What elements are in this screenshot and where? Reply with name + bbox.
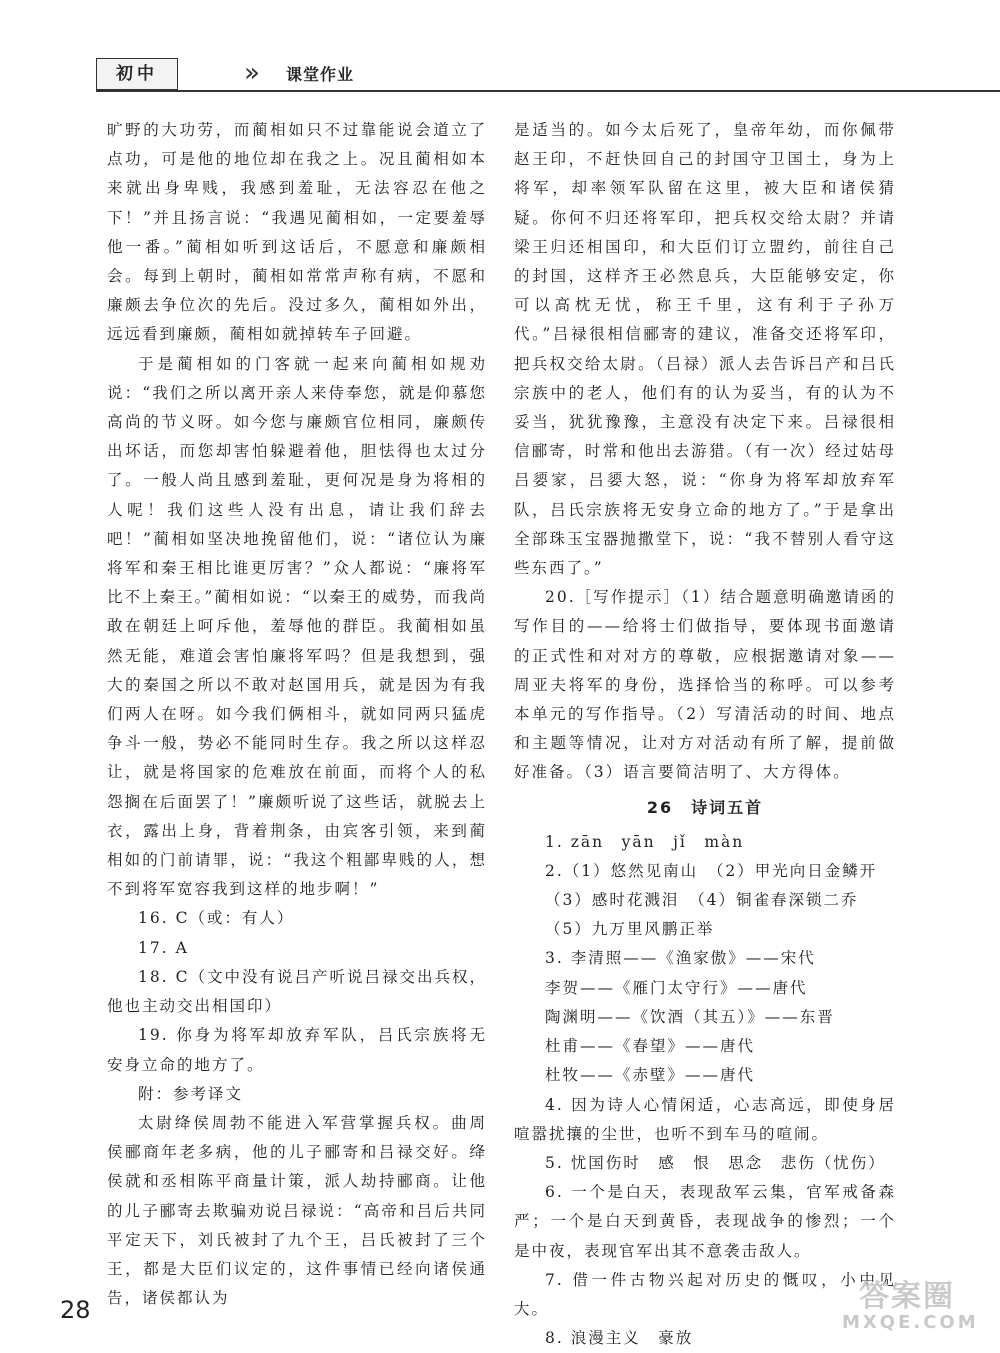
paragraph: 李贺——《雁门太守行》——唐代: [545, 978, 808, 997]
grade-badge: 初中: [96, 58, 178, 90]
watermark-logo: [842, 1279, 979, 1333]
paragraph: 陶渊明——《饮酒（其五）》——东晋: [545, 1007, 835, 1026]
header-rule: [96, 90, 1000, 92]
paragraph: 19. 你身为将军却放弃军队，吕氏宗族将无安身立命的地方了。: [107, 1026, 487, 1074]
paragraph: 2.（1）悠然见南山 （2）甲光向日金鳞开: [545, 861, 878, 880]
paragraph: 杜牧——《赤壁》——唐代: [545, 1066, 756, 1085]
paragraph: （5）九万里风鹏正举: [545, 920, 715, 939]
paragraph: 6. 一个是白天，表现敌军云集，官军戒备森严；一个是白天到黄昏，表现战争的惨烈；一个是中夜，表现官军出其不意袭击敌人。: [514, 1183, 896, 1260]
paragraph: 16. C（或：有人）: [138, 909, 295, 928]
paragraph: 5. 忧国伤时 感 恨 思念 悲伤（忧伤）: [545, 1153, 886, 1172]
paragraph: 旷野的大功劳，而蔺相如只不过靠能说会道立了点功，可是他的地位却在我之上。况且蔺相如本来就出身卑贱，我感到羞耻，无法容忍在他之下！”并且扬言说：“我遇见蔺相如，一定要羞辱他一番。”蔺相如听到这话后，不愿意和廉颇相会。每到上朝时，蔺相如常常声称有病，不愿和廉颇去争位次的先后。没过多久，蔺相如外出，远远看到廉颇，蔺相如就掉转车子回避。: [107, 121, 487, 344]
paragraph: 附：参考译文: [138, 1084, 244, 1103]
watermark-url: MXQE.COM: [842, 1312, 979, 1333]
page-number: 28: [60, 1296, 91, 1324]
paragraph: 17. A: [138, 938, 189, 957]
watermark-text: 答案圈: [859, 1279, 955, 1314]
paragraph: 于是蔺相如的门客就一起来向蔺相如规劝说：“我们之所以离开亲人来侍奉您，就是仰慕您高尚的节义呀。如今您与廉颇官位相同，廉颇传出坏话，而您却害怕躲避着他，胆怯得也太过分了。一般人尚且感到羞耻，更何况是身为将相的人呢！我们这些人没有出息，请让我们辞去吧！”蔺相如坚决地挽留他们，说：“诸位认为廉将军和秦王相比谁更厉害？”众人都说：“廉将军比不上秦王。”蔺相如说：“以秦王的威势，而我尚敢在朝廷上呵斥他，羞辱他的群臣。我蔺相如虽然无能，难道会害怕廉将军吗？但是我想到，强大的秦国之所以不敢对赵国用兵，就是因为有我们两人在呀。如今我们俩相斗，就如同两只猛虎争斗一般，势必不能同时生存。我之所以这样忍让，就是将国家的危难放在前面，而将个人的私怨搁在后面罢了！”廉颇听说了这些话，就脱去上衣，露出上身，背着荆条，由宾客引领，来到蔺相如的门前请罪，说：“我这个粗鄙卑贱的人，想不到将军宽容我到这样的地步啊！”: [107, 354, 487, 899]
right-column: [514, 116, 896, 1353]
section-title: 课堂作业: [286, 65, 355, 84]
paragraph: 18. C（文中没有说吕产听说吕禄交出兵权，他也主动交出相国印）: [107, 967, 487, 1016]
paragraph: （3）感时花溅泪 （4）铜雀春深锁二乔: [545, 891, 859, 910]
paragraph: 7. 借一件古物兴起对历史的慨叹，小中见大。: [514, 1270, 896, 1318]
lesson-heading: 26 诗词五首: [646, 797, 764, 817]
paragraph: 3. 李清照——《渔家傲》——宋代: [545, 949, 816, 968]
chevron-icon: »: [244, 58, 250, 88]
paragraph: 4. 因为诗人心情闲适，心志高远，即使身居喧嚣扰攘的尘世，也听不到车马的喧闹。: [514, 1095, 896, 1143]
paragraph: 1. zān yān jǐ màn: [545, 832, 745, 851]
paragraph: 是适当的。如今太后死了，皇帝年幼，而你佩带赵王印，不赶快回自己的封国守卫国土，身为上将军，却率领军队留在这里，被大臣和诸侯猜疑。你何不归还将军印，把兵权交给太尉？并请梁王归还相国印，和大臣们订立盟约，前往自己的封国，这样齐王必然息兵，大臣能够安定，你可以高枕无忧，称王千里，这有利于子孙万代。”吕禄很相信郦寄的建议，准备交还将军印，把兵权交给太尉。（吕禄）派人去告诉吕产和吕氏宗族中的老人，他们有的认为妥当，有的认为不妥当，犹犹豫豫，主意没有决定下来。吕禄很相信郦寄，时常和他出去游猎。（有一次）经过姑母吕媭家，吕媭大怒，说：“你身为将军却放弃军队，吕氏宗族将无安身立命的地方了。”于是拿出全部珠玉宝器抛撒堂下，说：“我不替别人看守这些东西了。”: [514, 121, 896, 578]
left-column: [107, 116, 487, 1313]
paragraph: 8. 浪漫主义 豪放: [545, 1329, 694, 1348]
paragraph: 太尉绛侯周勃不能进入军营掌握兵权。曲周侯郦商年老多病，他的儿子郦寄和吕禄交好。绛侯就和丞相陈平商量计策，派人劫持郦商。让他的儿子郦寄去欺骗劝说吕禄说：“高帝和吕后共同平定天下，刘氏被封了九个王，吕氏被封了三个王，都是大臣们议定的，这件事情已经向诸侯通告，诸侯都认为: [107, 1113, 487, 1308]
paragraph: 杜甫——《春望》——唐代: [545, 1037, 756, 1056]
paragraph: 20.［写作提示］（1）结合题意明确邀请函的写作目的——给将士们做指导，要体现书面邀请的正式性和对对方的尊敬，应根据邀请对象——周亚夫将军的身份，选择恰当的称呼。可以参考本单元的写作指导。（2）写清活动的时间、地点和主题等情况，让对方对活动有所了解，提前做好准备。（3）语言要简洁明了、大方得体。: [514, 588, 896, 782]
page-header: [96, 58, 1000, 92]
